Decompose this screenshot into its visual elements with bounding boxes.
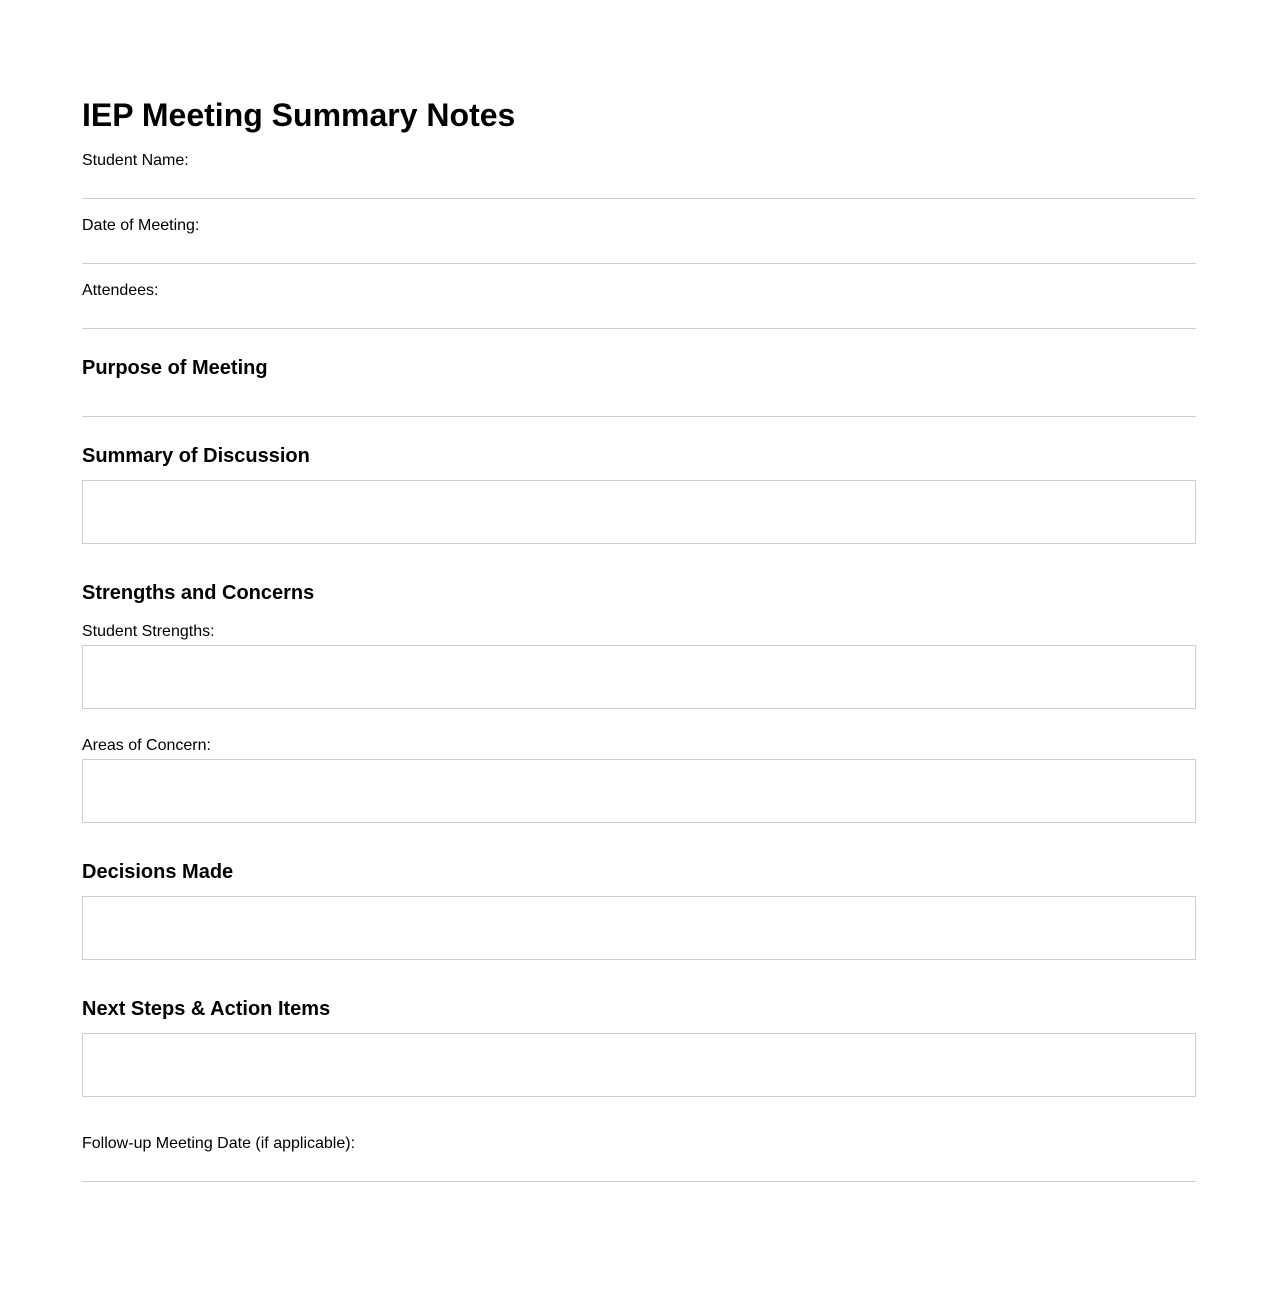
student-name-label: Student Name: bbox=[82, 152, 189, 169]
purpose-heading: Purpose of Meeting bbox=[82, 357, 268, 379]
followup-date-label: Follow-up Meeting Date (if applicable): bbox=[82, 1135, 356, 1152]
areas-of-concern-textbox[interactable] bbox=[82, 759, 1196, 823]
purpose-line[interactable] bbox=[82, 416, 1196, 417]
attendees-label: Attendees: bbox=[82, 282, 159, 299]
summary-heading: Summary of Discussion bbox=[82, 445, 310, 467]
summary-textbox[interactable] bbox=[82, 480, 1196, 544]
date-of-meeting-line[interactable] bbox=[82, 263, 1196, 264]
date-of-meeting-label: Date of Meeting: bbox=[82, 217, 200, 234]
strengths-concerns-heading: Strengths and Concerns bbox=[82, 582, 315, 604]
student-name-line[interactable] bbox=[82, 198, 1196, 199]
decisions-textbox[interactable] bbox=[82, 896, 1196, 960]
decisions-heading: Decisions Made bbox=[82, 861, 234, 883]
page-title: IEP Meeting Summary Notes bbox=[82, 97, 516, 133]
followup-date-line[interactable] bbox=[82, 1181, 1196, 1182]
attendees-line[interactable] bbox=[82, 328, 1196, 329]
areas-of-concern-label: Areas of Concern: bbox=[82, 737, 211, 754]
next-steps-heading: Next Steps & Action Items bbox=[82, 998, 331, 1020]
next-steps-textbox[interactable] bbox=[82, 1033, 1196, 1097]
student-strengths-textbox[interactable] bbox=[82, 645, 1196, 709]
student-strengths-label: Student Strengths: bbox=[82, 623, 215, 640]
